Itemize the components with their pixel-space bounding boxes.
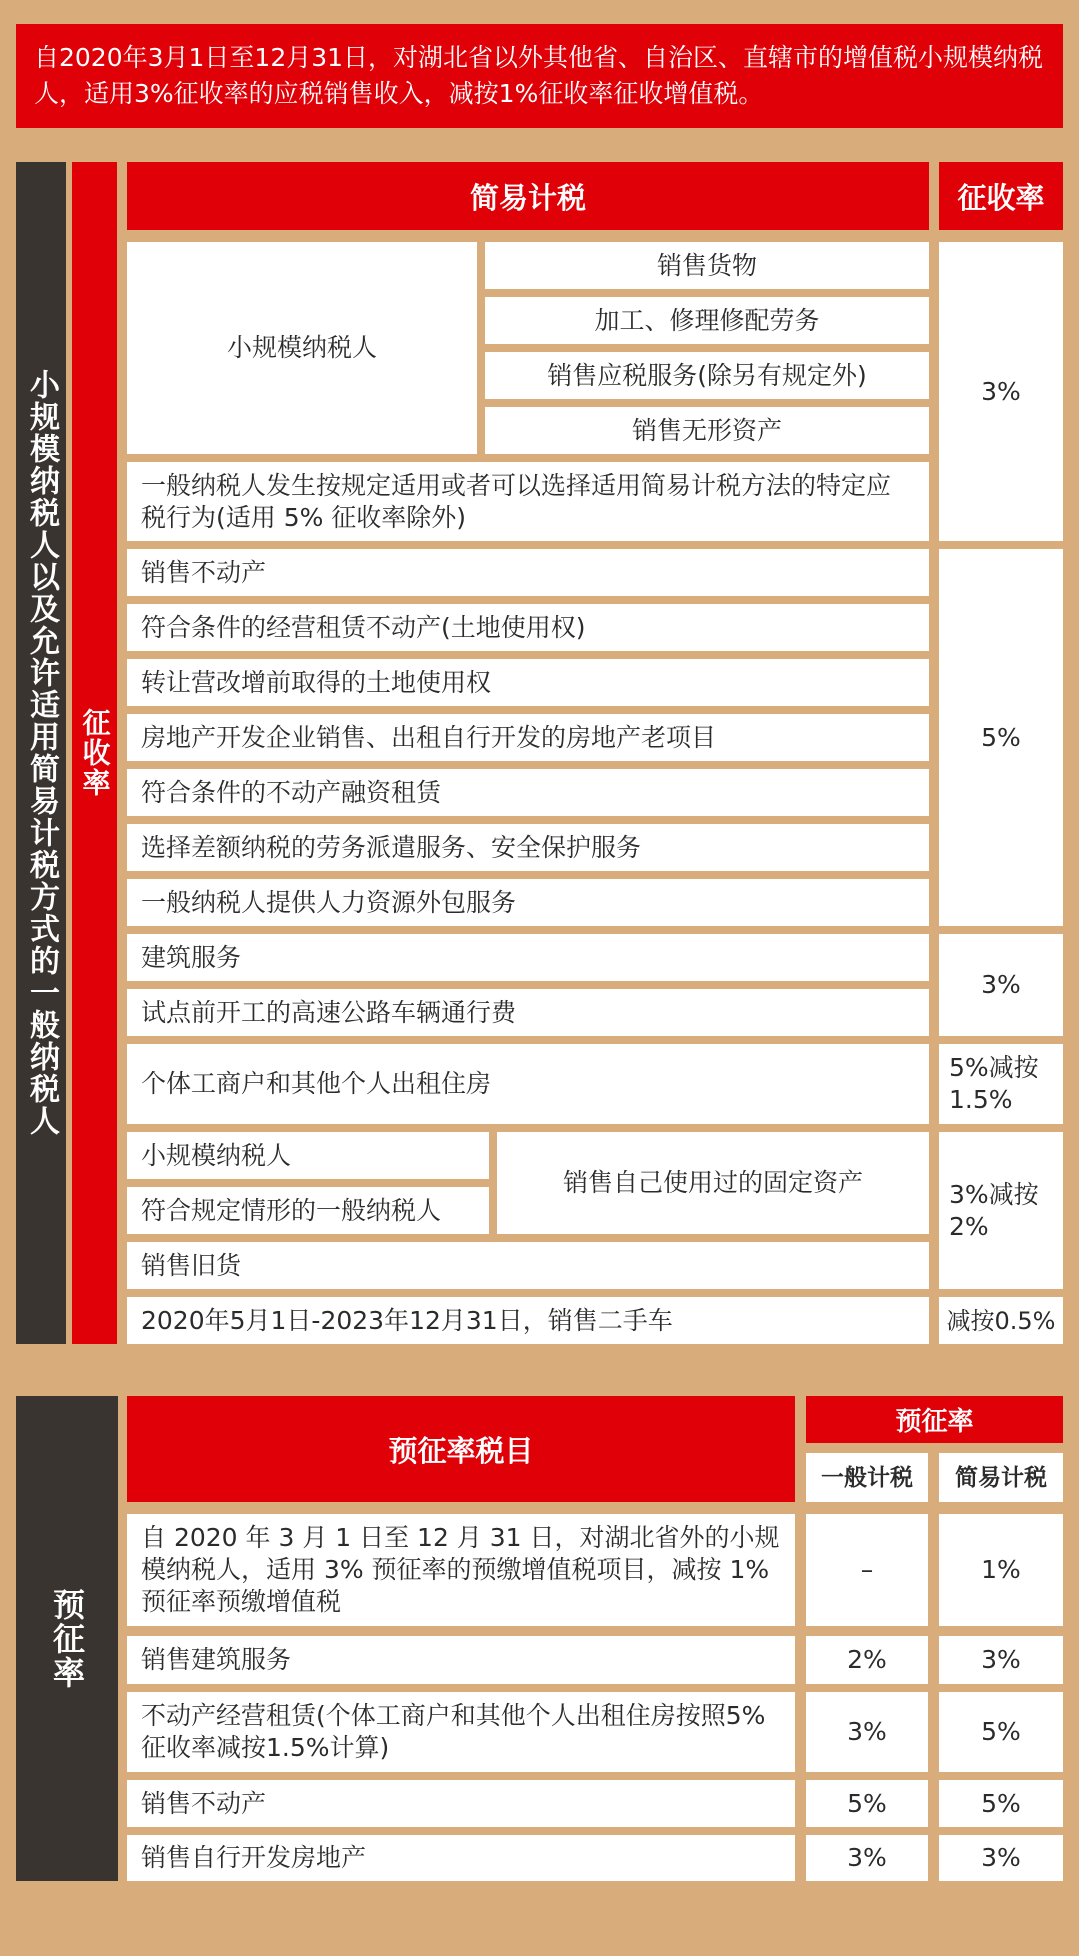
prepay-row-general: 2% (806, 1636, 928, 1684)
individual-rent-cell: 个体工商户和其他个人出租住房 (127, 1044, 929, 1124)
prepay-row-general: 3% (806, 1835, 928, 1881)
prepay-row-simple: 3% (939, 1636, 1063, 1684)
simple-tax-header: 简易计税 (127, 162, 929, 230)
rate5-row: 房地产开发企业销售、出租自行开发的房地产老项目 (127, 714, 929, 761)
rate-3-percent: 3% (939, 242, 1063, 541)
rate-5-percent: 5% (939, 549, 1063, 926)
rate-header: 征收率 (939, 162, 1063, 230)
prepay-row-general: 5% (806, 1780, 928, 1827)
used-car-cell: 2020年5月1日-2023年12月31日，销售二手车 (127, 1297, 929, 1344)
rate3b-row: 试点前开工的高速公路车辆通行费 (127, 989, 929, 1036)
prepay-row-simple: 5% (939, 1780, 1063, 1827)
small-item: 销售货物 (485, 242, 929, 289)
top-banner: 自2020年3月1日至12月31日，对湖北省以外其他省、自治区、直辖市的增值税小规模纳税人，适用3%征收率的应税销售收入，减按1%征收率征收增值税。 (16, 24, 1063, 128)
rate-individual-rent: 5%减按1.5% (939, 1044, 1063, 1124)
sub-header-simple: 简易计税 (939, 1453, 1063, 1502)
prepay-row-general: – (806, 1514, 928, 1626)
small-item: 销售应税服务(除另有规定外) (485, 352, 929, 399)
rate5-row: 销售不动产 (127, 549, 929, 596)
fixed-left-small: 小规模纳税人 (127, 1132, 489, 1179)
section2-side-label: 预征率 (16, 1396, 118, 1881)
prepay-row-item: 销售自行开发房地产 (127, 1835, 795, 1881)
prepay-row-item: 销售建筑服务 (127, 1636, 795, 1684)
sub-header-general: 一般计税 (806, 1453, 928, 1502)
fixed-assets-cell: 销售自己使用过的固定资产 (497, 1132, 929, 1234)
prepay-row-item: 销售不动产 (127, 1780, 795, 1827)
small-item: 加工、修理修配劳务 (485, 297, 929, 344)
prepay-row-item: 不动产经营租赁(个体工商户和其他个人出租住房按照5%征收率减按1.5%计算) (127, 1692, 795, 1772)
fixed-left-general: 符合规定情形的一般纳税人 (127, 1187, 489, 1234)
rate5-row: 一般纳税人提供人力资源外包服务 (127, 879, 929, 926)
prepay-row-simple: 3% (939, 1835, 1063, 1881)
rate-used-car: 减按0.5% (939, 1297, 1063, 1344)
small-item: 销售无形资产 (485, 407, 929, 454)
rate-3-percent-b: 3% (939, 934, 1063, 1036)
rate5-row: 符合条件的不动产融资租赁 (127, 769, 929, 816)
section1-inner-label: 征收率 (72, 162, 117, 1344)
general-special-cell: 一般纳税人发生按规定适用或者可以选择适用简易计税方法的特定应税行为(适用 5% 征收率除外) (127, 462, 929, 541)
prepay-rate-header: 预征率 (806, 1396, 1063, 1443)
rate5-row: 选择差额纳税的劳务派遣服务、安全保护服务 (127, 824, 929, 871)
prepay-row-simple: 1% (939, 1514, 1063, 1626)
prepay-row-item: 自 2020 年 3 月 1 日至 12 月 31 日，对湖北省外的小规模纳税人，适用 3% 预征率的预缴增值税项目，减按 1% 预征率预缴增值税 (127, 1514, 795, 1626)
section1-side-label: 小规模纳税人以及允许适用简易计税方式的一般纳税人 (16, 162, 66, 1344)
prepay-row-general: 3% (806, 1692, 928, 1772)
rate5-row: 转让营改增前取得的土地使用权 (127, 659, 929, 706)
rate3b-row: 建筑服务 (127, 934, 929, 981)
small-taxpayer-cell: 小规模纳税人 (127, 242, 477, 454)
prepay-item-header: 预征率税目 (127, 1396, 795, 1502)
prepay-row-simple: 5% (939, 1692, 1063, 1772)
rate-fixed: 3%减按2% (939, 1132, 1063, 1289)
used-goods-cell: 销售旧货 (127, 1242, 929, 1289)
rate5-row: 符合条件的经营租赁不动产(土地使用权) (127, 604, 929, 651)
